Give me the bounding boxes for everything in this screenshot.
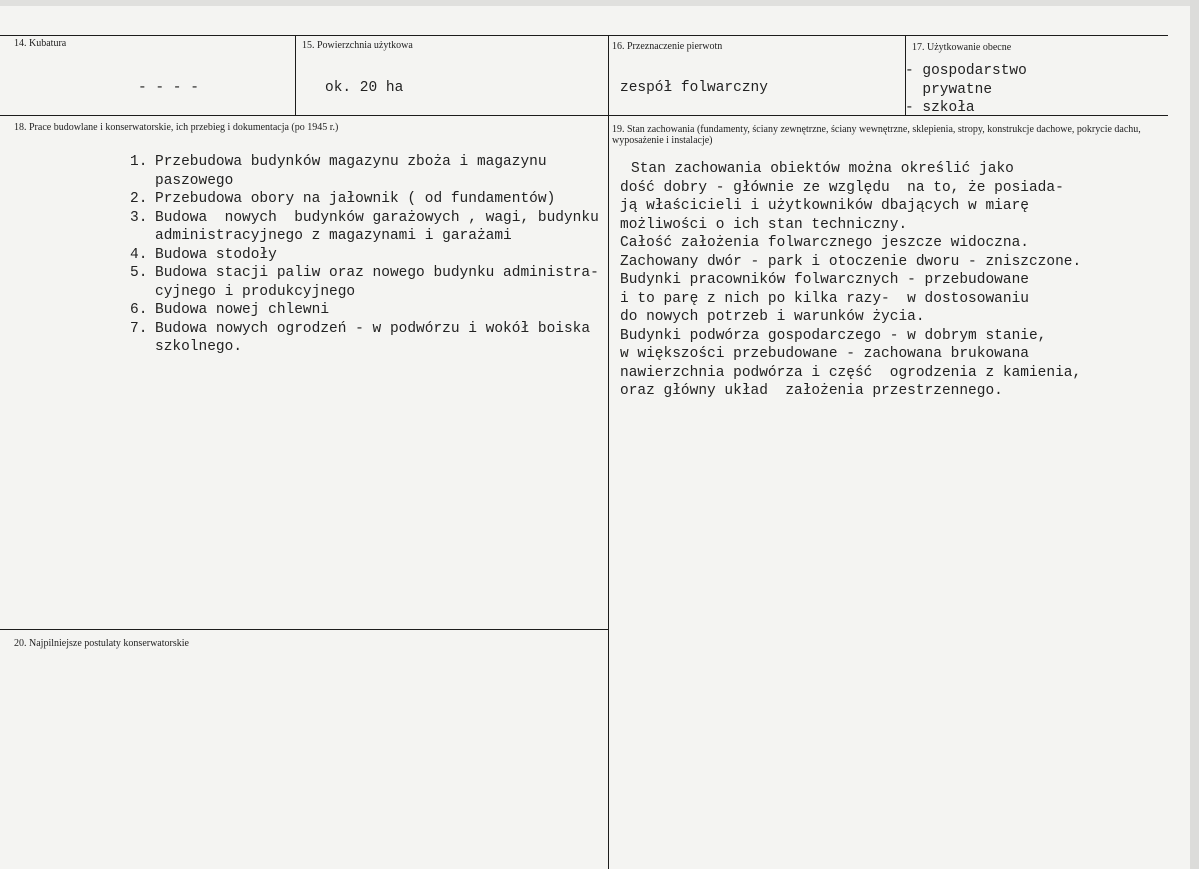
- col-divider-main: [608, 35, 609, 869]
- list-item-number: 2.: [130, 191, 148, 207]
- paragraph-line: Budynki pracowników folwarcznych - przebudowane: [620, 272, 1029, 288]
- list-item-number: 7.: [130, 320, 148, 337]
- list-item-line: Budowa nowej chlewni: [155, 302, 330, 318]
- paragraph-line: Stan zachowania obiektów można określić jako: [631, 161, 1014, 177]
- list-item: [130, 246, 599, 265]
- field-17-line: prywatne: [905, 81, 993, 98]
- field-17-label: 17. Użytkowanie obecne: [912, 42, 1012, 53]
- list-item-line: administracyjnego z magazynami i garażami: [155, 228, 512, 244]
- field-14-value: - - - -: [138, 80, 199, 96]
- paragraph-line: do nowych potrzeb i warunków życia.: [620, 309, 925, 325]
- right-edge: [1190, 0, 1199, 869]
- list-item-number: 4.: [130, 246, 148, 263]
- field-15-value: ok. 20 ha: [325, 80, 404, 96]
- field-17-line: - gospodarstwo: [905, 63, 1027, 79]
- list-item: [130, 153, 599, 190]
- field-19-label: 19. Stan zachowania (fundamenty, ściany zewnętrzne, ściany wewnętrzne, sklepienia, stropy, konstrukcje dachowe, pokrycie dachu, wyposażenie i instalacje): [612, 124, 1141, 146]
- list-item-line: Budowa nowych budynków garażowych , wagi, budynku: [155, 209, 599, 226]
- paragraph-line: Zachowany dwór - park i otoczenie dworu - zniszczone.: [620, 253, 1082, 270]
- field-17-value: [905, 62, 1027, 118]
- list-item-line: Budowa stacji paliw oraz nowego budynku administra-: [155, 265, 599, 281]
- list-item: [130, 264, 599, 301]
- paragraph-line: oraz główny układ założenia przestrzennego.: [620, 383, 1003, 399]
- paragraph-line: Budynki podwórza gospodarczego - w dobrym stanie,: [620, 327, 1047, 344]
- paragraph-line: Całość założenia folwarcznego jeszcze widoczna.: [620, 235, 1029, 251]
- field-18-list: [130, 153, 599, 357]
- paragraph-line: ją właścicieli i użytkowników dbających w miarę: [620, 198, 1029, 214]
- field-16-label: 16. Przeznaczenie pierwotn: [612, 41, 723, 52]
- row2-left-rule: [0, 629, 609, 630]
- list-item-line: cyjnego i produkcyjnego: [155, 283, 356, 300]
- list-item: [130, 301, 599, 320]
- top-edge: [0, 0, 1199, 6]
- field-14-label: 14. Kubatura: [14, 38, 67, 49]
- list-item-line: Budowa nowych ogrodzeń - w podwórzu i wokół boiska: [155, 320, 591, 337]
- list-item-number: 6.: [130, 302, 148, 318]
- list-item: [130, 209, 599, 246]
- list-item-number: 3.: [130, 209, 148, 226]
- list-item: [130, 190, 599, 209]
- list-item-number: 1.: [130, 154, 148, 170]
- list-item-number: 5.: [130, 265, 148, 281]
- paragraph-line: dość dobry - głównie ze względu na to, że posiada-: [620, 179, 1064, 196]
- field-18-label: 18. Prace budowlane i konserwatorskie, ich przebieg i dokumentacja (po 1945 r.): [14, 122, 339, 133]
- list-item-line: paszowego: [155, 172, 234, 189]
- paragraph-line: nawierzchnia podwórza i część ogrodzenia z kamienia,: [620, 364, 1082, 381]
- paragraph-line: możliwości o ich stan techniczny.: [620, 216, 908, 233]
- field-19-text: [620, 160, 1081, 401]
- col-divider-1: [295, 35, 296, 115]
- field-16-value: zespół folwarczny: [620, 80, 768, 96]
- list-item: [130, 320, 599, 357]
- paragraph-line: i to parę z nich po kilka razy- w dostosowaniu: [620, 290, 1029, 307]
- field-15-label: 15. Powierzchnia użytkowa: [302, 40, 413, 51]
- field-17-line: - szkoła: [905, 100, 975, 116]
- list-item-line: Przebudowa budynków magazynu zboża i magazynu: [155, 154, 547, 170]
- list-item-line: Przebudowa obory na jałownik ( od fundamentów): [155, 191, 556, 207]
- top-rule: [0, 35, 1168, 36]
- list-item-line: Budowa stodoły: [155, 246, 277, 263]
- list-item-line: szkolnego.: [155, 339, 243, 355]
- field-20-label: 20. Najpilniejsze postulaty konserwatorskie: [14, 638, 189, 649]
- paragraph-line: w większości przebudowane - zachowana brukowana: [620, 346, 1029, 362]
